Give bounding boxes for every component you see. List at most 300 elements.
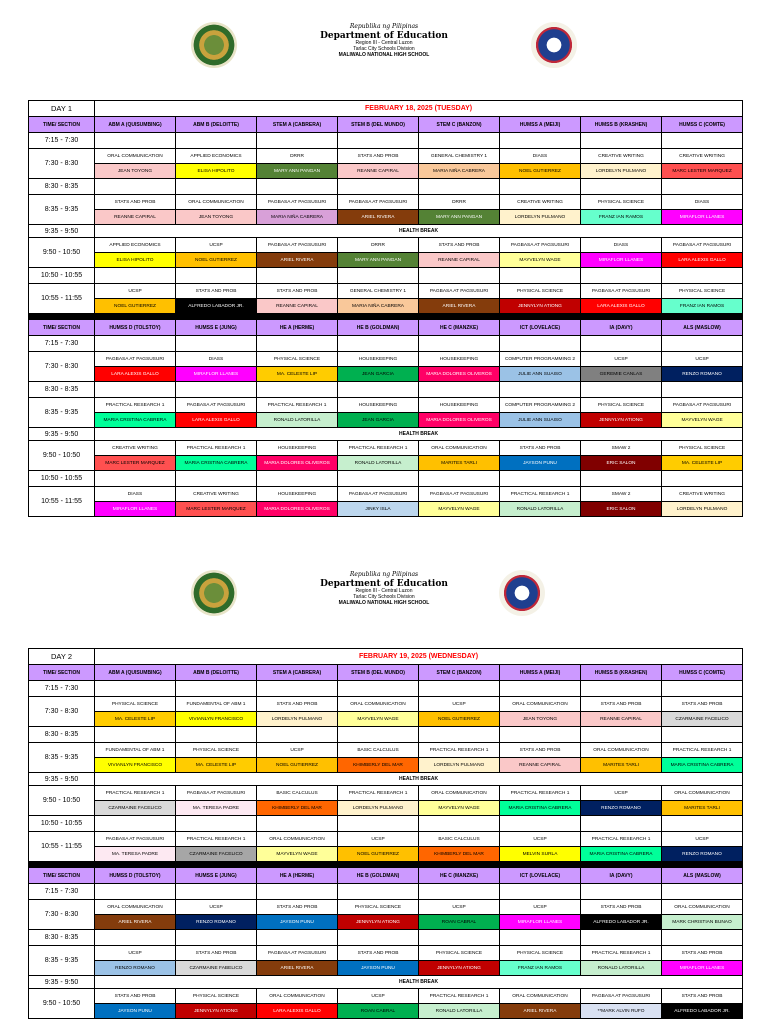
empty-cell <box>95 681 176 697</box>
subject-cell: STATS AND PROB <box>662 697 743 712</box>
empty-cell <box>257 133 338 149</box>
subject-row <box>29 946 743 961</box>
subject-cell: UCSP <box>419 697 500 712</box>
section-header: HUMSS B (KRASHEN) <box>581 665 662 681</box>
teacher-cell: ARIEL RIVERA <box>500 1004 581 1019</box>
teacher-cell: JEAN TOYONG <box>95 164 176 179</box>
empty-cell <box>500 884 581 900</box>
teacher-cell: REANNE CAPIRAL <box>500 758 581 773</box>
subject-cell: PRACTICAL RESEARCH 1 <box>176 832 257 847</box>
region-label: Region III - Central Luzon <box>355 40 413 47</box>
time-section-header: TIME/ SECTION <box>29 117 95 133</box>
subject-cell: STATS AND PROB <box>95 989 176 1004</box>
time-section-header: TIME/ SECTION <box>29 665 95 681</box>
page-header <box>0 570 768 630</box>
teacher-cell: MARIA CRISTINA CABRERA <box>662 758 743 773</box>
teacher-cell: JENNYLYN ATIONG <box>419 961 500 976</box>
teacher-cell: MIRAFLOR LLANES <box>662 210 743 225</box>
subject-cell: PRACTICAL RESEARCH 1 <box>95 786 176 801</box>
teacher-cell: JULIE ANN SUAISO <box>500 367 581 382</box>
time-slot: 7:30 - 8:30 <box>29 352 95 382</box>
empty-cell <box>338 268 419 284</box>
subject-cell: ORAL COMMUNICATION <box>257 832 338 847</box>
teacher-cell: MARIA DOLORES OLIVEROS <box>257 502 338 517</box>
teacher-cell: JULIE ANN SUAISO <box>500 413 581 428</box>
school-seal-icon <box>191 570 237 616</box>
teacher-cell: ARIEL RIVERA <box>257 961 338 976</box>
empty-cell <box>419 471 500 487</box>
section-header: HUMSS E (JUNG) <box>176 320 257 336</box>
subject-cell: ORAL COMMUNICATION <box>500 697 581 712</box>
empty-cell <box>257 471 338 487</box>
section-header: ABM A (QUISUMBING) <box>95 117 176 133</box>
time-slot: 9:50 - 10:50 <box>29 786 95 816</box>
teacher-cell: ROAN CABRAL <box>338 1004 419 1019</box>
teacher-cell: VIVIANLYN FRANCISCO <box>95 758 176 773</box>
teacher-row <box>29 456 743 471</box>
republic-label: Republika ng Pilipinas <box>349 23 419 30</box>
teacher-cell: MIRAFLOR LLANES <box>662 961 743 976</box>
teacher-row <box>29 915 743 930</box>
teacher-cell: LARA ALEXIS GALLO <box>95 367 176 382</box>
subject-cell: PAGBASA AT PAGSUSURI <box>338 195 419 210</box>
teacher-cell: MARIA DOLORES OLIVEROS <box>419 367 500 382</box>
subject-cell: ORAL COMMUNICATION <box>95 900 176 915</box>
empty-cell <box>257 884 338 900</box>
subject-cell: PAGBASA AT PAGSUSURI <box>500 238 581 253</box>
teacher-cell: MAYVELYN WAGE <box>419 801 500 816</box>
section-header: HE C (MANZKE) <box>419 868 500 884</box>
empty-cell <box>419 336 500 352</box>
teacher-row <box>29 299 743 314</box>
teacher-cell: MARC LESTER MARQUEZ <box>95 456 176 471</box>
subject-cell: ORAL COMMUNICATION <box>338 697 419 712</box>
header-text <box>284 24 484 58</box>
empty-cell <box>419 727 500 743</box>
teacher-cell: JAYSON PUNU <box>257 915 338 930</box>
subject-cell: STATS AND PROB <box>581 900 662 915</box>
teacher-cell: MIRAFLOR LLANES <box>176 367 257 382</box>
subject-cell: PAGBASA AT PAGSUSURI <box>95 832 176 847</box>
teacher-cell: LORDELYN PULMANO <box>581 164 662 179</box>
empty-cell <box>176 471 257 487</box>
empty-cell <box>176 179 257 195</box>
teacher-cell: JENNYLYN ATIONG <box>500 299 581 314</box>
empty-cell <box>662 133 743 149</box>
empty-cell <box>257 930 338 946</box>
school-name: MALIWALO NATIONAL HIGH SCHOOL <box>338 51 430 58</box>
empty-cell <box>581 884 662 900</box>
teacher-row <box>29 164 743 179</box>
subject-cell: COMPUTER PROGRAMMING 2 <box>500 352 581 367</box>
empty-cell <box>95 133 176 149</box>
subject-cell: PAGBASA AT PAGSUSURI <box>419 487 500 502</box>
subject-row <box>29 398 743 413</box>
subject-cell: PAGBASA AT PAGSUSURI <box>257 946 338 961</box>
empty-cell <box>500 930 581 946</box>
teacher-cell: REANNE CAPIRAL <box>338 164 419 179</box>
teacher-cell: ALFREDO LABADOR JR. <box>662 1004 743 1019</box>
teacher-cell: MAYVELYN WAGE <box>662 413 743 428</box>
teacher-cell: MARIA CRISTINA CABRERA <box>500 801 581 816</box>
empty-cell <box>338 336 419 352</box>
subject-row <box>29 989 743 1004</box>
republic-label: Republika ng Pilipinas <box>349 571 419 578</box>
time-slot: 9:50 - 10:50 <box>29 441 95 471</box>
subject-cell: PRACTICAL RESEARCH 1 <box>257 398 338 413</box>
empty-cell <box>662 884 743 900</box>
teacher-cell: LORDELYN PULMANO <box>419 758 500 773</box>
time-slot: 9:50 - 10:50 <box>29 989 95 1019</box>
teacher-cell: RENZO ROMANO <box>662 847 743 862</box>
section-header: ICT (LOVELACE) <box>500 868 581 884</box>
subject-row <box>29 238 743 253</box>
time-slot: 7:30 - 8:30 <box>29 149 95 179</box>
empty-cell <box>500 816 581 832</box>
day-row <box>29 649 743 665</box>
teacher-cell: MARC LESTER MARQUEZ <box>176 502 257 517</box>
subject-cell: DIASS <box>500 149 581 164</box>
subject-row <box>29 195 743 210</box>
date-label: FEBRUARY 19, 2025 (WEDNESDAY) <box>95 649 743 665</box>
subject-cell: HOUSEKEEPING <box>419 398 500 413</box>
time-slot: 10:50 - 10:55 <box>29 268 95 284</box>
subject-cell: PRACTICAL RESEARCH 1 <box>419 989 500 1004</box>
subject-cell: HOUSEKEEPING <box>257 441 338 456</box>
subject-cell: GENERAL CHEMISTRY 1 <box>419 149 500 164</box>
subject-cell: SMAW 2 <box>581 487 662 502</box>
empty-cell <box>662 179 743 195</box>
teacher-cell: REANNE CAPIRAL <box>419 253 500 268</box>
teacher-cell: MARIA CRISTINA CABRERA <box>95 413 176 428</box>
empty-cell <box>419 681 500 697</box>
subject-cell: PHYSICAL SCIENCE <box>338 900 419 915</box>
empty-cell <box>419 930 500 946</box>
subject-cell: UCSP <box>581 352 662 367</box>
teacher-cell: MARIA CRISTINA CABRERA <box>176 456 257 471</box>
time-slot: 9:35 - 9:50 <box>29 773 95 786</box>
subject-cell: PHYSICAL SCIENCE <box>581 195 662 210</box>
teacher-cell: LARA ALEXIS GALLO <box>662 253 743 268</box>
empty-time-row <box>29 884 743 900</box>
day-row <box>29 101 743 117</box>
subject-cell: BASIC CALCULUS <box>419 832 500 847</box>
empty-cell <box>95 336 176 352</box>
teacher-cell: MELVIN SURLA <box>500 847 581 862</box>
empty-time-row <box>29 727 743 743</box>
subject-cell: STATS AND PROB <box>257 900 338 915</box>
teacher-cell: JAYSON PUNU <box>338 961 419 976</box>
teacher-cell: ARIEL RIVERA <box>95 915 176 930</box>
subject-cell: PAGBASA AT PAGSUSURI <box>338 487 419 502</box>
empty-cell <box>95 382 176 398</box>
time-slot: 8:30 - 8:35 <box>29 382 95 398</box>
subject-row <box>29 487 743 502</box>
section-header: ALS (MASLOW) <box>662 320 743 336</box>
teacher-row <box>29 502 743 517</box>
teacher-cell: MA. TERESA PADRE <box>176 801 257 816</box>
empty-cell <box>662 382 743 398</box>
empty-cell <box>662 727 743 743</box>
teacher-cell: RENZO ROMANO <box>581 801 662 816</box>
section-header: STEM B (DEL MUNDO) <box>338 665 419 681</box>
teacher-cell: MIRAFLOR LLANES <box>581 253 662 268</box>
empty-cell <box>176 884 257 900</box>
empty-cell <box>581 727 662 743</box>
subject-cell: STATS AND PROB <box>338 149 419 164</box>
empty-cell <box>338 382 419 398</box>
subject-cell: UCSP <box>95 284 176 299</box>
teacher-cell: JENNYLYN ATIONG <box>338 915 419 930</box>
health-break-label: HEALTH BREAK <box>95 225 743 238</box>
empty-cell <box>95 884 176 900</box>
teacher-cell: CZARMAINE FACELICO <box>662 712 743 727</box>
deped-seal-icon <box>499 570 545 616</box>
subject-cell: STATS AND PROB <box>662 989 743 1004</box>
subject-row <box>29 441 743 456</box>
subject-cell: DIASS <box>95 487 176 502</box>
time-slot: 7:30 - 8:30 <box>29 900 95 930</box>
subject-cell: ORAL COMMUNICATION <box>419 786 500 801</box>
teacher-cell: REANNE CAPIRAL <box>257 299 338 314</box>
teacher-cell: JINKY ISLA <box>338 502 419 517</box>
empty-cell <box>662 336 743 352</box>
subject-cell: PRACTICAL RESEARCH 1 <box>662 743 743 758</box>
time-slot: 10:55 - 11:55 <box>29 284 95 314</box>
region-label: Region III - Central Luzon <box>355 588 413 595</box>
teacher-cell: MARY ANN PANGAN <box>419 210 500 225</box>
teacher-cell: CZARMAINE FACELICO <box>95 801 176 816</box>
subject-cell: ORAL COMMUNICATION <box>257 989 338 1004</box>
subject-cell: DIASS <box>581 238 662 253</box>
empty-cell <box>338 727 419 743</box>
subject-cell: PRACTICAL RESEARCH 1 <box>176 441 257 456</box>
teacher-cell: NOEL GUTIERREZ <box>257 758 338 773</box>
teacher-cell: MA. CELESTE LIP <box>662 456 743 471</box>
subject-cell: PRACTICAL RESEARCH 1 <box>500 786 581 801</box>
section-header: ALS (MASLOW) <box>662 868 743 884</box>
empty-cell <box>257 179 338 195</box>
subject-cell: STATS AND PROB <box>176 284 257 299</box>
empty-time-row <box>29 681 743 697</box>
empty-time-row <box>29 336 743 352</box>
empty-cell <box>500 727 581 743</box>
section-header: STEM A (CABRERA) <box>257 117 338 133</box>
teacher-cell: CZARMAINE FACELICO <box>176 847 257 862</box>
empty-cell <box>419 382 500 398</box>
time-slot: 10:55 - 11:55 <box>29 487 95 517</box>
teacher-cell: REANNE CAPIRAL <box>581 712 662 727</box>
page-header <box>0 22 768 82</box>
teacher-cell: ROAN CABRAL <box>419 915 500 930</box>
empty-cell <box>581 268 662 284</box>
health-break-label: HEALTH BREAK <box>95 428 743 441</box>
subject-cell: STATS AND PROB <box>662 946 743 961</box>
time-slot: 10:55 - 11:55 <box>29 832 95 862</box>
empty-cell <box>581 681 662 697</box>
empty-cell <box>419 816 500 832</box>
time-slot: 8:30 - 8:35 <box>29 179 95 195</box>
teacher-cell: MAYVELYN WAGE <box>257 847 338 862</box>
teacher-cell: NOEL GUTIERREZ <box>500 164 581 179</box>
subject-row <box>29 149 743 164</box>
subject-cell: PAGBASA AT PAGSUSURI <box>257 238 338 253</box>
subject-cell: UCSP <box>662 832 743 847</box>
teacher-cell: JENNYLYN ATIONG <box>581 413 662 428</box>
section-header: HUMSS E (JUNG) <box>176 868 257 884</box>
teacher-cell: MIRAFLOR LLANES <box>500 915 581 930</box>
empty-cell <box>338 816 419 832</box>
time-slot: 9:35 - 9:50 <box>29 428 95 441</box>
break-row <box>29 428 743 441</box>
teacher-cell: LORDELYN PULMANO <box>662 502 743 517</box>
empty-cell <box>662 681 743 697</box>
teacher-cell: MAYVELYN WAGE <box>419 502 500 517</box>
section-header: HE A (HERME) <box>257 868 338 884</box>
division-label: Tarlac City Schools Division <box>353 593 415 600</box>
empty-cell <box>419 179 500 195</box>
empty-cell <box>176 133 257 149</box>
empty-cell <box>257 681 338 697</box>
teacher-row <box>29 210 743 225</box>
empty-cell <box>338 884 419 900</box>
empty-cell <box>176 268 257 284</box>
empty-cell <box>662 268 743 284</box>
subject-row <box>29 743 743 758</box>
empty-cell <box>338 681 419 697</box>
subject-cell: PAGBASA AT PAGSUSURI <box>581 989 662 1004</box>
empty-cell <box>176 336 257 352</box>
subject-cell: PAGBASA AT PAGSUSURI <box>662 238 743 253</box>
section-header: HUMSS C (COMTE) <box>662 117 743 133</box>
subject-cell: ORAL COMMUNICATION <box>500 989 581 1004</box>
teacher-cell: MARITES TARLI <box>581 758 662 773</box>
empty-cell <box>500 268 581 284</box>
empty-cell <box>662 471 743 487</box>
department-label: Department of Education <box>320 30 448 41</box>
subject-cell: PRACTICAL RESEARCH 1 <box>581 946 662 961</box>
empty-cell <box>500 681 581 697</box>
teacher-cell: KHIMBERLY DEL MAR <box>419 847 500 862</box>
teacher-cell: MIRAFLOR LLANES <box>95 502 176 517</box>
empty-cell <box>419 884 500 900</box>
teacher-row <box>29 1004 743 1019</box>
time-slot: 8:30 - 8:35 <box>29 930 95 946</box>
section-header: HE B (GOLDMAN) <box>338 320 419 336</box>
subject-cell: FUNDAMENTAL OF ABM 1 <box>95 743 176 758</box>
subject-cell: HOUSEKEEPING <box>419 352 500 367</box>
subject-cell: PHYSICAL SCIENCE <box>419 946 500 961</box>
subject-cell: PAGBASA AT PAGSUSURI <box>176 398 257 413</box>
teacher-cell: ARIEL RIVERA <box>338 210 419 225</box>
subject-cell: HOUSEKEEPING <box>338 352 419 367</box>
teacher-cell: MARIA DOLORES OLIVEROS <box>257 456 338 471</box>
teacher-cell: LORDELYN PULMANO <box>500 210 581 225</box>
subject-cell: UCSP <box>500 900 581 915</box>
time-slot: 7:15 - 7:30 <box>29 336 95 352</box>
teacher-cell: ALFREDO LABADOR JR. <box>176 299 257 314</box>
subject-cell: BASIC CALCULUS <box>338 743 419 758</box>
day-label: DAY 1 <box>29 101 95 117</box>
subject-cell: HOUSEKEEPING <box>338 398 419 413</box>
empty-cell <box>95 179 176 195</box>
schedule-table-day2 <box>28 648 743 1019</box>
subject-cell: PHYSICAL SCIENCE <box>176 989 257 1004</box>
subject-cell: PHYSICAL SCIENCE <box>176 743 257 758</box>
teacher-cell: RENZO ROMANO <box>176 915 257 930</box>
subject-row <box>29 697 743 712</box>
subject-cell: STATS AND PROB <box>257 697 338 712</box>
teacher-cell: MARIA NIÑA CABRERA <box>419 164 500 179</box>
teacher-cell: NOEL GUTIERREZ <box>419 712 500 727</box>
empty-cell <box>95 268 176 284</box>
subject-cell: PRACTICAL RESEARCH 1 <box>500 487 581 502</box>
teacher-cell: LARA ALEXIS GALLO <box>176 413 257 428</box>
empty-cell <box>500 179 581 195</box>
teacher-cell: JEAN GARCIA <box>338 413 419 428</box>
subject-cell: DRRR <box>257 149 338 164</box>
teacher-row <box>29 367 743 382</box>
teacher-cell: NOEL GUTIERREZ <box>176 253 257 268</box>
subject-cell: APPLIED ECONOMICS <box>176 149 257 164</box>
subject-row <box>29 832 743 847</box>
section-header-row <box>29 665 743 681</box>
subject-cell: PHYSICAL SCIENCE <box>500 284 581 299</box>
teacher-cell: MARIA NIÑA CABRERA <box>338 299 419 314</box>
teacher-cell: NOEL GUTIERREZ <box>95 299 176 314</box>
teacher-cell: JENNYLYN ATIONG <box>176 1004 257 1019</box>
division-label: Tarlac City Schools Division <box>353 45 415 52</box>
empty-cell <box>581 336 662 352</box>
teacher-cell: KHIMBERLY DEL MAR <box>338 758 419 773</box>
teacher-cell: MARC LESTER MARQUEZ <box>662 164 743 179</box>
schedule-table-day1 <box>28 100 743 517</box>
subject-cell: CREATIVE WRITING <box>581 149 662 164</box>
empty-cell <box>257 816 338 832</box>
subject-cell: DRRR <box>338 238 419 253</box>
teacher-cell: LORDELYN PULMANO <box>257 712 338 727</box>
subject-cell: PHYSICAL SCIENCE <box>662 284 743 299</box>
subject-cell: PHYSICAL SCIENCE <box>257 352 338 367</box>
subject-cell: DIASS <box>662 195 743 210</box>
teacher-cell: MARIA CRISTINA CABRERA <box>581 847 662 862</box>
subject-row <box>29 900 743 915</box>
teacher-cell: LORDELYN PULMANO <box>338 801 419 816</box>
empty-cell <box>500 336 581 352</box>
subject-cell: UCSP <box>95 946 176 961</box>
subject-cell: PAGBASA AT PAGSUSURI <box>176 786 257 801</box>
time-slot: 8:35 - 9:35 <box>29 195 95 225</box>
subject-cell: ORAL COMMUNICATION <box>176 195 257 210</box>
subject-cell: PAGBASA AT PAGSUSURI <box>662 398 743 413</box>
subject-cell: ORAL COMMUNICATION <box>662 900 743 915</box>
teacher-cell: MA. CELESTE LIP <box>257 367 338 382</box>
teacher-cell: RONALD LATORILLA <box>419 1004 500 1019</box>
section-header: ICT (LOVELACE) <box>500 320 581 336</box>
empty-cell <box>338 179 419 195</box>
empty-cell <box>419 268 500 284</box>
section-header: HUMSS A (MEIJI) <box>500 665 581 681</box>
section-header: HUMSS B (KRASHEN) <box>581 117 662 133</box>
teacher-cell: RENZO ROMANO <box>95 961 176 976</box>
empty-cell <box>419 133 500 149</box>
section-header: HUMSS D (TOLSTOY) <box>95 320 176 336</box>
empty-time-row <box>29 133 743 149</box>
empty-cell <box>581 471 662 487</box>
section-header: HUMSS A (MEIJI) <box>500 117 581 133</box>
subject-cell: GENERAL CHEMISTRY 1 <box>338 284 419 299</box>
teacher-cell: MA. CELESTE LIP <box>95 712 176 727</box>
